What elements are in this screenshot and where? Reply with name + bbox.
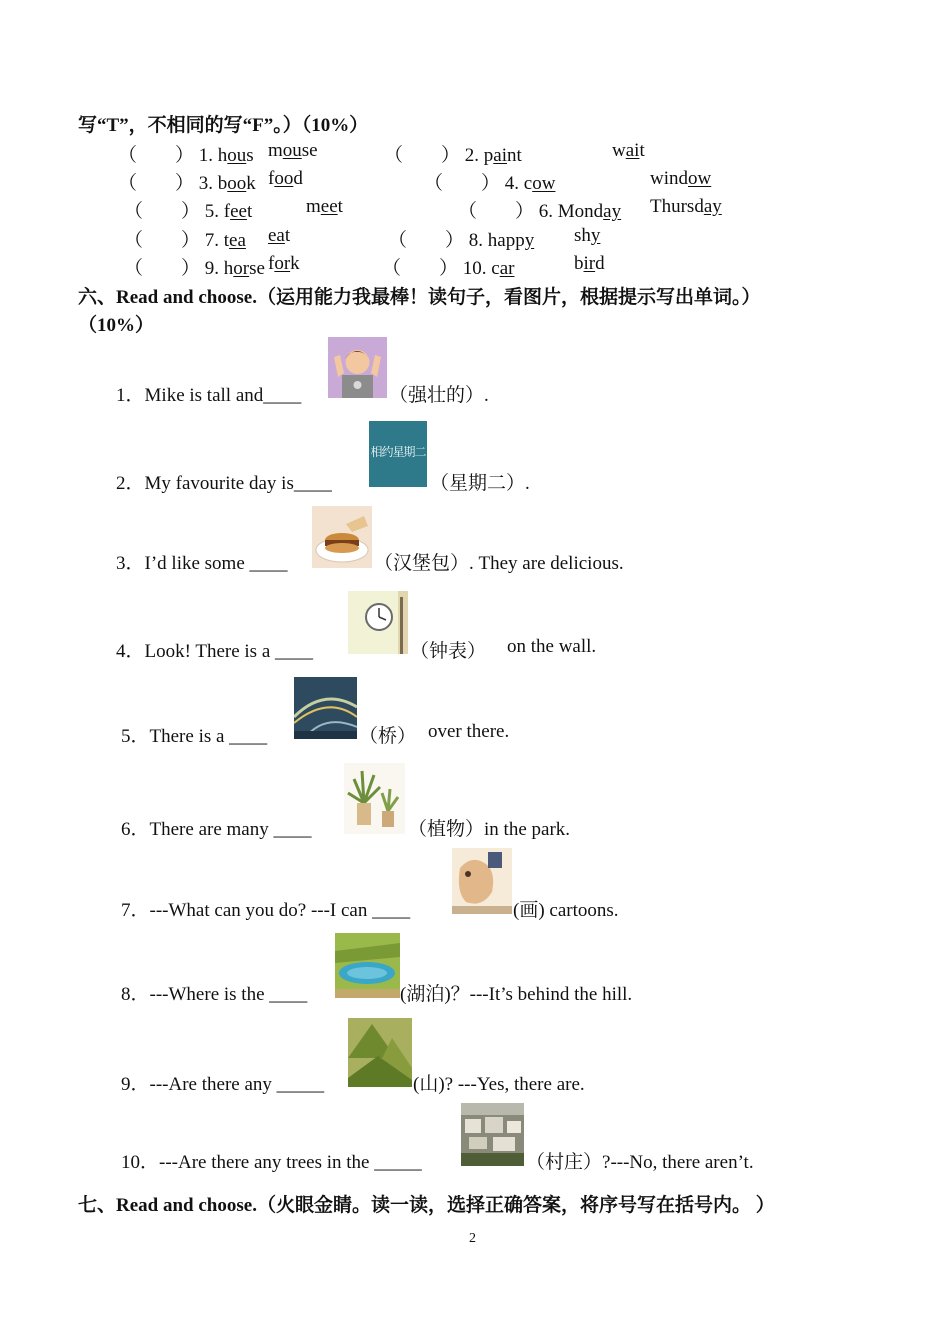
matching-item-3	[118, 168, 256, 195]
village-image	[461, 1103, 524, 1166]
question-1: 1．Mike is tall and____	[116, 385, 302, 406]
question-6-hint: （植物）in the park.	[408, 819, 571, 840]
answer-blank[interactable]: ____	[263, 385, 302, 406]
word-a: Monday	[557, 201, 622, 222]
clock-image	[348, 591, 408, 654]
answer-blank[interactable]: _____	[276, 1074, 325, 1095]
matching-item-8	[388, 225, 534, 252]
section7-title: 七、Read and choose.（火眼金睛。读一读，选择正确答案，将序号写在括号内。 ）	[78, 1195, 775, 1216]
tuesday-card-text: 相约星期二	[370, 445, 426, 459]
tuesday-card-image	[369, 421, 427, 487]
question-4-hint: （钟表）	[410, 641, 487, 662]
question-9-hint: (山)? ---Yes, there are.	[413, 1074, 585, 1095]
answer-parens[interactable]: （ ）	[458, 201, 535, 222]
question-1-hint: （强壮的）.	[389, 385, 489, 406]
question-8: 8．---Where is the ____	[121, 984, 308, 1005]
matching-item-7-word-b: eat	[268, 225, 291, 246]
question-4-after: on the wall.	[507, 636, 597, 657]
answer-blank[interactable]: ____	[249, 553, 288, 574]
mountain-image	[348, 1018, 412, 1087]
word-a: hous	[217, 145, 254, 166]
matching-item-7	[124, 225, 246, 252]
answer-blank[interactable]: ____	[275, 641, 314, 662]
answer-blank[interactable]: ____	[269, 984, 308, 1005]
question-5-after: over there.	[428, 721, 510, 742]
item-number: 2.	[464, 145, 480, 166]
matching-item-6	[458, 196, 621, 223]
answer-blank[interactable]: _____	[374, 1152, 422, 1173]
question-7: 7．---What can you do? ---I can ____	[121, 900, 411, 921]
answer-blank[interactable]: ____	[293, 473, 332, 494]
word-a: car	[491, 258, 515, 279]
item-number: 1.	[198, 145, 214, 166]
answer-parens[interactable]: （ ）	[124, 258, 201, 279]
matching-item-5	[124, 196, 252, 223]
drawing-image	[452, 848, 512, 914]
answer-parens[interactable]: （ ）	[118, 173, 195, 194]
item-number: 3.	[198, 173, 214, 194]
section5-header: 写“T”，不相同的写“F”。）（10%）	[78, 115, 369, 136]
question-2-hint: （星期二）.	[430, 473, 530, 494]
word-a: tea	[223, 230, 246, 251]
answer-parens[interactable]: （ ）	[382, 258, 459, 279]
word-a: horse	[223, 258, 265, 279]
section6-score: （10%）	[78, 315, 155, 336]
section6-title: 六、Read and choose.（运用能力我最棒！读句子，看图片，根据提示写出单词。）	[78, 287, 761, 308]
question-7-hint: (画) cartoons.	[513, 900, 619, 921]
matching-item-10-word-b: bird	[574, 253, 605, 274]
item-number: 10.	[462, 258, 487, 279]
bridge-image	[294, 677, 357, 739]
question-3-hint: （汉堡包）. They are delicious.	[374, 553, 624, 574]
matching-item-8-word-b: shy	[574, 225, 601, 246]
answer-parens[interactable]: （ ）	[118, 145, 195, 166]
matching-item-2	[384, 140, 522, 167]
item-number: 5.	[204, 201, 220, 222]
matching-item-4	[424, 168, 555, 195]
answer-blank[interactable]: ____	[229, 726, 268, 747]
question-8-hint: (湖泊)？---It’s behind the hill.	[400, 984, 633, 1005]
lake-image	[335, 933, 400, 998]
item-number: 6.	[538, 201, 554, 222]
item-number: 4.	[504, 173, 520, 194]
answer-parens[interactable]: （ ）	[388, 230, 465, 251]
plants-image	[344, 763, 405, 834]
strong-boy-image	[328, 337, 387, 398]
matching-item-9-word-b: fork	[268, 253, 300, 274]
word-a: cow	[523, 173, 556, 194]
matching-item-4-word-b: window	[650, 168, 712, 189]
question-10-hint: （村庄）?---No, there aren’t.	[526, 1152, 754, 1173]
answer-parens[interactable]: （ ）	[384, 145, 461, 166]
hamburger-image	[312, 506, 372, 568]
question-6: 6．There are many ____	[121, 819, 312, 840]
matching-item-6-word-b: Thursday	[650, 196, 722, 217]
question-5-hint: （桥）	[359, 726, 417, 747]
question-2: 2．My favourite day is____	[116, 473, 332, 494]
matching-item-1-word-b: mouse	[268, 140, 318, 161]
answer-parens[interactable]: （ ）	[124, 230, 201, 251]
item-number: 9.	[204, 258, 220, 279]
answer-blank[interactable]: ____	[372, 900, 411, 921]
item-number: 7.	[204, 230, 220, 251]
answer-parens[interactable]: （ ）	[424, 173, 501, 194]
matching-item-10	[382, 253, 514, 280]
question-4: 4．Look! There is a ____	[116, 641, 314, 662]
matching-item-9	[124, 253, 265, 280]
answer-blank[interactable]: ____	[273, 819, 312, 840]
matching-item-2-word-b: wait	[612, 140, 645, 161]
question-3: 3．I’d like some ____	[116, 553, 288, 574]
matching-item-5-word-b: meet	[306, 196, 343, 217]
page-number: 2	[469, 1231, 476, 1246]
question-9: 9．---Are there any _____	[121, 1074, 325, 1095]
matching-item-1	[118, 140, 254, 167]
matching-item-3-word-b: food	[268, 168, 303, 189]
word-a: paint	[483, 145, 522, 166]
word-a: book	[217, 173, 256, 194]
question-5: 5．There is a ____	[121, 726, 268, 747]
question-10: 10．---Are there any trees in the _____	[121, 1152, 422, 1173]
word-a: happy	[487, 230, 535, 251]
word-a: feet	[223, 201, 253, 222]
item-number: 8.	[468, 230, 484, 251]
answer-parens[interactable]: （ ）	[124, 201, 201, 222]
